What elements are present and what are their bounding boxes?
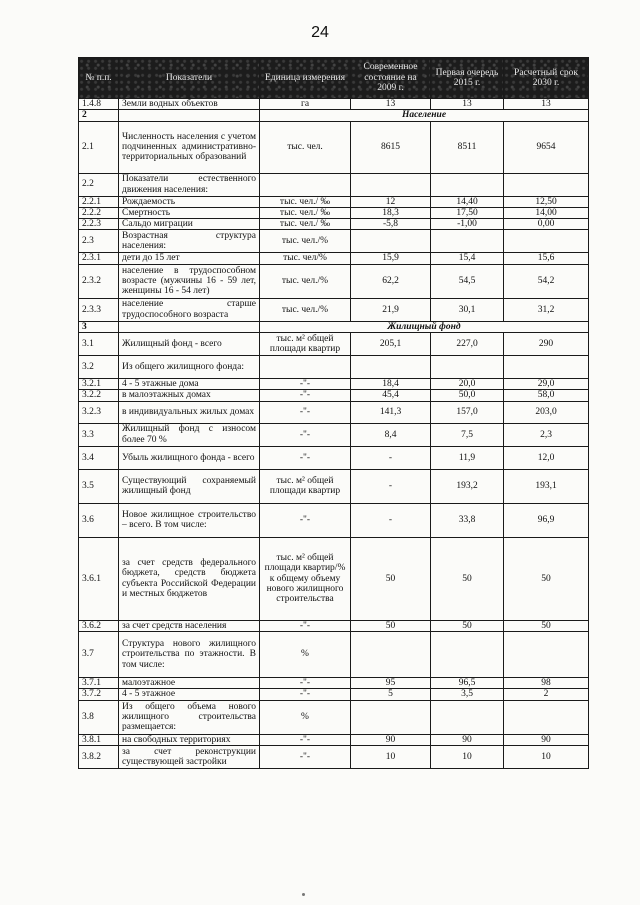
- value-2015-cell: 30,1: [431, 298, 504, 321]
- unit-cell: тыс. чел/%: [260, 253, 351, 264]
- value-2009-cell: -: [351, 446, 431, 469]
- value-2009-cell: 18,3: [351, 207, 431, 218]
- row-number: 2.3.1: [79, 253, 119, 264]
- section-spacer: [119, 110, 260, 121]
- value-2030-cell: [504, 356, 589, 379]
- indicator-cell: Показатели естественного движения населения:: [119, 173, 260, 196]
- row-number: 3.6.1: [79, 537, 119, 620]
- table-header-row: [79, 58, 589, 99]
- indicator-cell: Жилищный фонд - всего: [119, 333, 260, 356]
- value-2030-cell: 90: [504, 734, 589, 745]
- indicator-cell: 4 - 5 этажное: [119, 689, 260, 700]
- section-number: 3: [79, 321, 119, 332]
- value-2009-cell: 21,9: [351, 298, 431, 321]
- value-2009-cell: 10: [351, 745, 431, 768]
- indicator-cell: Жилищный фонд с износом более 70 %: [119, 423, 260, 446]
- unit-cell: [260, 356, 351, 379]
- value-2030-cell: 54,2: [504, 264, 589, 298]
- unit-cell: тыс. м² общей площади квартир: [260, 333, 351, 356]
- section-title: Жилищный фонд: [260, 321, 589, 332]
- table-row: [79, 537, 589, 620]
- row-number: 3.8: [79, 700, 119, 734]
- value-2009-cell: [351, 631, 431, 677]
- indicator-cell: за счет средств федерального бюджета, средств бюджета субъекта Российской Федерации и местных бюджетов: [119, 537, 260, 620]
- unit-cell: -"-: [260, 745, 351, 768]
- value-2030-cell: 2: [504, 689, 589, 700]
- table-row: [79, 173, 589, 196]
- value-2015-cell: 3,5: [431, 689, 504, 700]
- row-number: 3.6.2: [79, 620, 119, 631]
- value-2015-cell: 90: [431, 734, 504, 745]
- value-2015-cell: -1,00: [431, 219, 504, 230]
- value-2015-cell: 54,5: [431, 264, 504, 298]
- table-row: [79, 356, 589, 379]
- indicator-cell: Смертность: [119, 207, 260, 218]
- row-number: 3.8.2: [79, 745, 119, 768]
- value-2030-cell: 12,50: [504, 196, 589, 207]
- value-2030-cell: 13: [504, 99, 589, 110]
- unit-cell: -"-: [260, 734, 351, 745]
- indicator-cell: в малоэтажных домах: [119, 390, 260, 401]
- value-2015-cell: 50,0: [431, 390, 504, 401]
- row-number: 3.7.2: [79, 689, 119, 700]
- row-number: 3.8.1: [79, 734, 119, 745]
- value-2030-cell: 50: [504, 620, 589, 631]
- table-row: [79, 207, 589, 218]
- value-2030-cell: 9654: [504, 121, 589, 173]
- unit-cell: тыс. чел./%: [260, 264, 351, 298]
- indicator-cell: Возрастная структура населения:: [119, 230, 260, 253]
- value-2030-cell: [504, 230, 589, 253]
- value-2009-cell: 95: [351, 677, 431, 688]
- table-row: [79, 219, 589, 230]
- value-2030-cell: 58,0: [504, 390, 589, 401]
- table-row: [79, 121, 589, 173]
- unit-cell: %: [260, 700, 351, 734]
- value-2015-cell: 14,40: [431, 196, 504, 207]
- unit-cell: [260, 173, 351, 196]
- value-2015-cell: 7,5: [431, 423, 504, 446]
- value-2015-cell: 50: [431, 620, 504, 631]
- value-2030-cell: [504, 173, 589, 196]
- unit-cell: га: [260, 99, 351, 110]
- table-row: [79, 689, 589, 700]
- value-2030-cell: 29,0: [504, 379, 589, 390]
- value-2009-cell: 8,4: [351, 423, 431, 446]
- header-current-2009: Современное состояние на 2009 г.: [351, 58, 431, 99]
- table-row: [79, 620, 589, 631]
- value-2030-cell: 0,00: [504, 219, 589, 230]
- value-2030-cell: [504, 631, 589, 677]
- unit-cell: -"-: [260, 620, 351, 631]
- unit-cell: -"-: [260, 390, 351, 401]
- row-number: 3.1: [79, 333, 119, 356]
- value-2009-cell: [351, 700, 431, 734]
- row-number: 3.3: [79, 423, 119, 446]
- row-number: 3.2.1: [79, 379, 119, 390]
- value-2015-cell: 33,8: [431, 503, 504, 537]
- row-number: 3.7: [79, 631, 119, 677]
- header-unit: Единица измерения: [260, 58, 351, 99]
- unit-cell: тыс. чел./%: [260, 230, 351, 253]
- value-2030-cell: 50: [504, 537, 589, 620]
- header-indicator: Показатели: [119, 58, 260, 99]
- value-2009-cell: [351, 173, 431, 196]
- unit-cell: -"-: [260, 379, 351, 390]
- value-2009-cell: 50: [351, 620, 431, 631]
- indicator-cell: Существующий сохраняемый жилищный фонд: [119, 469, 260, 503]
- value-2030-cell: [504, 700, 589, 734]
- value-2030-cell: 15,6: [504, 253, 589, 264]
- header-target-2030: Расчетный срок 2030 г.: [504, 58, 589, 99]
- row-number: 2.3.3: [79, 298, 119, 321]
- value-2009-cell: 205,1: [351, 333, 431, 356]
- value-2009-cell: -: [351, 469, 431, 503]
- indicator-cell: дети до 15 лет: [119, 253, 260, 264]
- indicator-cell: Структура нового жилищного строительства по этажности. В том числе:: [119, 631, 260, 677]
- value-2009-cell: -: [351, 503, 431, 537]
- value-2009-cell: 45,4: [351, 390, 431, 401]
- value-2015-cell: 11,9: [431, 446, 504, 469]
- value-2030-cell: 14,00: [504, 207, 589, 218]
- row-number: 2.2: [79, 173, 119, 196]
- value-2030-cell: 203,0: [504, 401, 589, 423]
- table-row: [79, 333, 589, 356]
- indicator-cell: Сальдо миграции: [119, 219, 260, 230]
- header-first-stage-2015: Первая очередь 2015 г.: [431, 58, 504, 99]
- row-number: 3.7.1: [79, 677, 119, 688]
- table-row: [79, 264, 589, 298]
- indicator-cell: Рождаемость: [119, 196, 260, 207]
- row-number: 2.2.2: [79, 207, 119, 218]
- unit-cell: тыс. чел./%: [260, 298, 351, 321]
- indicator-cell: в индивидуальных жилых домах: [119, 401, 260, 423]
- table-row: [79, 423, 589, 446]
- table-row: [79, 230, 589, 253]
- table-row: [79, 379, 589, 390]
- value-2009-cell: 141,3: [351, 401, 431, 423]
- value-2009-cell: 50: [351, 537, 431, 620]
- value-2009-cell: [351, 356, 431, 379]
- value-2015-cell: [431, 230, 504, 253]
- table-row: [79, 390, 589, 401]
- table-row: [79, 446, 589, 469]
- indicator-cell: Из общего жилищного фонда:: [119, 356, 260, 379]
- row-number: 2.3.2: [79, 264, 119, 298]
- unit-cell: -"-: [260, 446, 351, 469]
- value-2009-cell: 18,4: [351, 379, 431, 390]
- unit-cell: -"-: [260, 401, 351, 423]
- indicators-table: [78, 57, 589, 769]
- value-2009-cell: -5,8: [351, 219, 431, 230]
- value-2030-cell: 2,3: [504, 423, 589, 446]
- section-row: [79, 110, 589, 121]
- indicator-cell: Новое жилищное строительство – всего. В том числе:: [119, 503, 260, 537]
- indicator-cell: Убыль жилищного фонда - всего: [119, 446, 260, 469]
- unit-cell: -"-: [260, 423, 351, 446]
- unit-cell: -"-: [260, 503, 351, 537]
- scan-speck: [302, 893, 305, 896]
- table-row: [79, 745, 589, 768]
- table-row: [79, 99, 589, 110]
- table-row: [79, 401, 589, 423]
- row-number: 3.2.2: [79, 390, 119, 401]
- indicator-cell: Земли водных объектов: [119, 99, 260, 110]
- value-2009-cell: 90: [351, 734, 431, 745]
- section-title: Население: [260, 110, 589, 121]
- table-row: [79, 253, 589, 264]
- row-number: 2.2.1: [79, 196, 119, 207]
- value-2009-cell: 13: [351, 99, 431, 110]
- indicator-cell: 4 - 5 этажные дома: [119, 379, 260, 390]
- indicator-cell: Численность населения с учетом подчиненных административно-территориальных образований: [119, 121, 260, 173]
- value-2015-cell: 17,50: [431, 207, 504, 218]
- row-number: 3.5: [79, 469, 119, 503]
- value-2009-cell: 15,9: [351, 253, 431, 264]
- row-number: 3.4: [79, 446, 119, 469]
- value-2030-cell: 193,1: [504, 469, 589, 503]
- value-2009-cell: 8615: [351, 121, 431, 173]
- unit-cell: тыс. м² общей площади квартир: [260, 469, 351, 503]
- value-2015-cell: [431, 173, 504, 196]
- value-2030-cell: 31,2: [504, 298, 589, 321]
- row-number: 2.1: [79, 121, 119, 173]
- row-number: 1.4.8: [79, 99, 119, 110]
- row-number: 2.3: [79, 230, 119, 253]
- value-2030-cell: 12,0: [504, 446, 589, 469]
- value-2015-cell: 193,2: [431, 469, 504, 503]
- header-num: № п.п.: [79, 58, 119, 99]
- value-2030-cell: 10: [504, 745, 589, 768]
- indicator-cell: на свободных территориях: [119, 734, 260, 745]
- unit-cell: тыс. чел./ ‰: [260, 207, 351, 218]
- unit-cell: -"-: [260, 677, 351, 688]
- section-row: [79, 321, 589, 332]
- table-row: [79, 631, 589, 677]
- value-2009-cell: 12: [351, 196, 431, 207]
- value-2015-cell: 96,5: [431, 677, 504, 688]
- section-spacer: [119, 321, 260, 332]
- unit-cell: тыс. чел./ ‰: [260, 219, 351, 230]
- unit-cell: тыс. чел.: [260, 121, 351, 173]
- value-2015-cell: 13: [431, 99, 504, 110]
- value-2009-cell: [351, 230, 431, 253]
- unit-cell: -"-: [260, 689, 351, 700]
- value-2015-cell: 157,0: [431, 401, 504, 423]
- indicator-cell: малоэтажное: [119, 677, 260, 688]
- indicator-cell: население старше трудоспособного возраста: [119, 298, 260, 321]
- value-2015-cell: [431, 356, 504, 379]
- unit-cell: тыс. чел./ ‰: [260, 196, 351, 207]
- value-2009-cell: 62,2: [351, 264, 431, 298]
- indicator-cell: за счет средств населения: [119, 620, 260, 631]
- table-row: [79, 469, 589, 503]
- indicator-cell: население в трудоспособном возрасте (мужчины 16 - 59 лет, женщины 16 - 54 лет): [119, 264, 260, 298]
- page-number: 24: [311, 24, 329, 41]
- table-row: [79, 298, 589, 321]
- unit-cell: тыс. м² общей площади квартир/% к общему объему нового жилищного строительства: [260, 537, 351, 620]
- table-row: [79, 503, 589, 537]
- value-2015-cell: 10: [431, 745, 504, 768]
- table-row: [79, 196, 589, 207]
- indicator-cell: Из общего объема нового жилищного строительства размещается:: [119, 700, 260, 734]
- value-2030-cell: 290: [504, 333, 589, 356]
- row-number: 3.2.3: [79, 401, 119, 423]
- table-row: [79, 677, 589, 688]
- table-row: [79, 734, 589, 745]
- value-2015-cell: [431, 700, 504, 734]
- row-number: 3.6: [79, 503, 119, 537]
- value-2015-cell: 227,0: [431, 333, 504, 356]
- table-row: [79, 700, 589, 734]
- row-number: 3.2: [79, 356, 119, 379]
- unit-cell: %: [260, 631, 351, 677]
- value-2015-cell: 50: [431, 537, 504, 620]
- value-2030-cell: 98: [504, 677, 589, 688]
- section-number: 2: [79, 110, 119, 121]
- value-2015-cell: 8511: [431, 121, 504, 173]
- value-2015-cell: 15,4: [431, 253, 504, 264]
- row-number: 2.2.3: [79, 219, 119, 230]
- value-2015-cell: [431, 631, 504, 677]
- value-2030-cell: 96,9: [504, 503, 589, 537]
- value-2015-cell: 20,0: [431, 379, 504, 390]
- value-2009-cell: 5: [351, 689, 431, 700]
- indicator-cell: за счет реконструкции существующей застройки: [119, 745, 260, 768]
